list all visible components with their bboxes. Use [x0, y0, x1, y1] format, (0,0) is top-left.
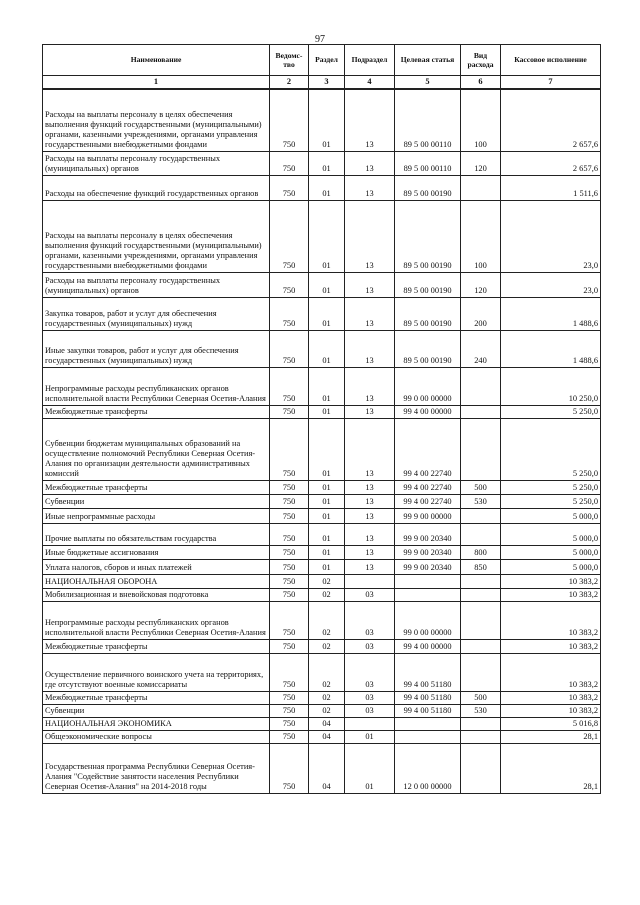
row-podrazdel: 13: [345, 330, 395, 367]
row-name: Межбюджетные трансферты: [43, 480, 270, 494]
row-name: Субвенции: [43, 494, 270, 508]
header-ved: Ведомс-тво: [270, 45, 309, 76]
page-number: 97: [315, 34, 325, 45]
row-article: 89 5 00 00190: [395, 330, 461, 367]
row-ved: 750: [270, 175, 309, 200]
row-podrazdel: 03: [345, 704, 395, 717]
row-amount: 5 250,0: [501, 494, 601, 508]
row-amount: 23,0: [501, 272, 601, 297]
header-article: Целевая статья: [395, 45, 461, 76]
row-amount: 10 250,0: [501, 367, 601, 405]
row-name: Иные бюджетные ассигнования: [43, 545, 270, 559]
table-row: [43, 653, 601, 691]
row-amount: 10 383,2: [501, 588, 601, 601]
row-amount: 5 016,8: [501, 717, 601, 730]
budget-table: [42, 44, 601, 794]
row-amount: 2 657,6: [501, 89, 601, 151]
row-name: Расходы на обеспечение функций государственных органов: [43, 175, 270, 200]
row-name: НАЦИОНАЛЬНАЯ ОБОРОНА: [43, 574, 270, 588]
table-row: [43, 559, 601, 574]
row-article: 99 4 00 51180: [395, 704, 461, 717]
row-vid: [461, 405, 501, 418]
row-vid: [461, 367, 501, 405]
row-ved: 750: [270, 704, 309, 717]
row-ved: 750: [270, 418, 309, 480]
row-article: 99 4 00 51180: [395, 653, 461, 691]
row-amount: 28,1: [501, 730, 601, 743]
row-name: Расходы на выплаты персоналу в целях обеспечения выполнения функций государственными (муниципальными) органами, казенными учреждениями, органами управления государственными внебюджетными фондами: [43, 200, 270, 272]
row-ved: 750: [270, 89, 309, 151]
row-article: 99 4 00 22740: [395, 418, 461, 480]
row-vid: 200: [461, 297, 501, 330]
row-vid: [461, 508, 501, 523]
table-row: [43, 743, 601, 793]
row-article: 99 4 00 00000: [395, 405, 461, 418]
row-vid: 120: [461, 272, 501, 297]
row-name: Межбюджетные трансферты: [43, 639, 270, 653]
row-vid: [461, 653, 501, 691]
row-razdel: 02: [309, 691, 345, 704]
row-article: 99 4 00 22740: [395, 494, 461, 508]
table-row: [43, 508, 601, 523]
table-row: [43, 200, 601, 272]
row-razdel: 01: [309, 508, 345, 523]
row-article: 99 9 00 20340: [395, 559, 461, 574]
row-ved: 750: [270, 523, 309, 545]
row-amount: 1 488,6: [501, 330, 601, 367]
row-name: Уплата налогов, сборов и иных платежей: [43, 559, 270, 574]
row-amount: 1 511,6: [501, 175, 601, 200]
table-row: [43, 480, 601, 494]
table-row: [43, 405, 601, 418]
row-ved: 750: [270, 545, 309, 559]
row-name: Общеэкономические вопросы: [43, 730, 270, 743]
row-article: 99 9 00 20340: [395, 545, 461, 559]
row-article: [395, 574, 461, 588]
table-row: [43, 89, 601, 151]
row-name: Межбюджетные трансферты: [43, 691, 270, 704]
row-ved: 750: [270, 653, 309, 691]
row-article: 89 5 00 00190: [395, 200, 461, 272]
row-name: Прочие выплаты по обязательствам государства: [43, 523, 270, 545]
table-row: [43, 523, 601, 545]
table-row: [43, 574, 601, 588]
row-podrazdel: 13: [345, 200, 395, 272]
row-article: 99 4 00 00000: [395, 639, 461, 653]
row-amount: 10 383,2: [501, 653, 601, 691]
row-amount: 5 250,0: [501, 418, 601, 480]
row-vid: [461, 730, 501, 743]
row-ved: 750: [270, 717, 309, 730]
row-name: Непрограммные расходы республиканских органов исполнительной власти Республики Северная Осетия-Алания: [43, 367, 270, 405]
row-razdel: 01: [309, 545, 345, 559]
row-name: Субвенции: [43, 704, 270, 717]
row-amount: 5 250,0: [501, 480, 601, 494]
row-amount: 5 250,0: [501, 405, 601, 418]
row-vid: [461, 601, 501, 639]
row-article: 89 5 00 00110: [395, 89, 461, 151]
row-ved: 750: [270, 691, 309, 704]
column-numbers-row: [43, 76, 601, 90]
table-row: [43, 730, 601, 743]
table-row: [43, 418, 601, 480]
row-razdel: 02: [309, 653, 345, 691]
row-ved: 750: [270, 297, 309, 330]
header-podrazdel: Подраздел: [345, 45, 395, 76]
row-razdel: 04: [309, 717, 345, 730]
row-ved: 750: [270, 508, 309, 523]
row-vid: 120: [461, 151, 501, 175]
table-row: [43, 151, 601, 175]
row-ved: 750: [270, 367, 309, 405]
row-podrazdel: 13: [345, 480, 395, 494]
row-name: Осуществление первичного воинского учета на территориях, где отсутствуют военные комиссариаты: [43, 653, 270, 691]
row-razdel: 02: [309, 639, 345, 653]
row-name: Непрограммные расходы республиканских органов исполнительной власти Республики Северная Осетия-Алания: [43, 601, 270, 639]
row-article: 99 0 00 00000: [395, 367, 461, 405]
table-row: [43, 601, 601, 639]
row-article: 99 4 00 22740: [395, 480, 461, 494]
row-razdel: 04: [309, 743, 345, 793]
row-razdel: 02: [309, 588, 345, 601]
row-razdel: 02: [309, 704, 345, 717]
row-razdel: 01: [309, 367, 345, 405]
row-article: 12 0 00 00000: [395, 743, 461, 793]
row-amount: 5 000,0: [501, 523, 601, 545]
row-vid: [461, 574, 501, 588]
row-vid: 800: [461, 545, 501, 559]
row-name: Иные непрограммные расходы: [43, 508, 270, 523]
colnum-4: 4: [345, 76, 395, 90]
row-vid: 500: [461, 480, 501, 494]
row-podrazdel: 13: [345, 367, 395, 405]
row-razdel: 01: [309, 405, 345, 418]
row-ved: 750: [270, 601, 309, 639]
table-row: [43, 494, 601, 508]
row-vid: [461, 175, 501, 200]
row-vid: [461, 743, 501, 793]
row-amount: 10 383,2: [501, 691, 601, 704]
row-razdel: 02: [309, 601, 345, 639]
row-article: 99 0 00 00000: [395, 601, 461, 639]
row-podrazdel: 13: [345, 494, 395, 508]
row-vid: [461, 418, 501, 480]
row-amount: 10 383,2: [501, 639, 601, 653]
row-podrazdel: 13: [345, 559, 395, 574]
row-name: Расходы на выплаты персоналу в целях обеспечения выполнения функций государственными (муниципальными) органами, казенными учреждениями, органами управления государственными внебюджетными фондами: [43, 89, 270, 151]
table-row: [43, 691, 601, 704]
row-ved: 750: [270, 494, 309, 508]
row-name: Расходы на выплаты персоналу государственных (муниципальных) органов: [43, 151, 270, 175]
table-row: [43, 588, 601, 601]
row-name: Субвенции бюджетам муниципальных образований на осуществление полномочий Республики Северная Осетия-Алания по организации деятельности административных комиссий: [43, 418, 270, 480]
row-article: 99 9 00 00000: [395, 508, 461, 523]
table-header-row: [43, 45, 601, 76]
row-podrazdel: 13: [345, 151, 395, 175]
table-row: [43, 717, 601, 730]
row-razdel: 01: [309, 175, 345, 200]
table-row: [43, 704, 601, 717]
row-razdel: 01: [309, 151, 345, 175]
header-razdel: Раздел: [309, 45, 345, 76]
row-razdel: 01: [309, 330, 345, 367]
row-ved: 750: [270, 559, 309, 574]
row-podrazdel: 13: [345, 297, 395, 330]
table-row: [43, 367, 601, 405]
row-article: 99 4 00 51180: [395, 691, 461, 704]
row-razdel: 04: [309, 730, 345, 743]
row-razdel: 01: [309, 494, 345, 508]
row-amount: 10 383,2: [501, 704, 601, 717]
row-article: 89 5 00 00190: [395, 272, 461, 297]
row-ved: 750: [270, 639, 309, 653]
row-podrazdel: 03: [345, 639, 395, 653]
row-razdel: 01: [309, 559, 345, 574]
table-row: [43, 175, 601, 200]
row-vid: 100: [461, 89, 501, 151]
row-amount: 5 000,0: [501, 559, 601, 574]
row-article: 89 5 00 00190: [395, 175, 461, 200]
colnum-1: 1: [43, 76, 270, 90]
table-row: [43, 272, 601, 297]
row-ved: 750: [270, 480, 309, 494]
row-podrazdel: 03: [345, 588, 395, 601]
row-amount: 28,1: [501, 743, 601, 793]
row-ved: 750: [270, 743, 309, 793]
row-vid: 500: [461, 691, 501, 704]
row-ved: 750: [270, 151, 309, 175]
table-row: [43, 297, 601, 330]
row-vid: 530: [461, 494, 501, 508]
header-vid: Вид расхода: [461, 45, 501, 76]
row-amount: 10 383,2: [501, 601, 601, 639]
row-podrazdel: 01: [345, 730, 395, 743]
row-podrazdel: 13: [345, 508, 395, 523]
row-article: [395, 588, 461, 601]
row-vid: 530: [461, 704, 501, 717]
row-name: Государственная программа Республики Северная Осетия-Алания "Содействие занятости населения Республики Северная Осетия-Алания" на 2014-2018 годы: [43, 743, 270, 793]
row-podrazdel: 01: [345, 743, 395, 793]
row-podrazdel: 13: [345, 545, 395, 559]
row-ved: 750: [270, 588, 309, 601]
row-podrazdel: 13: [345, 175, 395, 200]
row-podrazdel: [345, 717, 395, 730]
row-podrazdel: 13: [345, 418, 395, 480]
colnum-3: 3: [309, 76, 345, 90]
row-ved: 750: [270, 200, 309, 272]
row-article: 99 9 00 20340: [395, 523, 461, 545]
header-amount: Кассовое исполнение: [501, 45, 601, 76]
row-podrazdel: 13: [345, 89, 395, 151]
row-vid: 240: [461, 330, 501, 367]
row-name: Мобилизационная и вневойсковая подготовка: [43, 588, 270, 601]
colnum-6: 6: [461, 76, 501, 90]
row-podrazdel: 03: [345, 653, 395, 691]
row-ved: 750: [270, 574, 309, 588]
row-razdel: 01: [309, 297, 345, 330]
row-ved: 750: [270, 272, 309, 297]
table-row: [43, 639, 601, 653]
row-vid: [461, 717, 501, 730]
row-amount: 5 000,0: [501, 508, 601, 523]
row-amount: 2 657,6: [501, 151, 601, 175]
table-row: [43, 545, 601, 559]
row-ved: 750: [270, 330, 309, 367]
row-razdel: 01: [309, 418, 345, 480]
row-podrazdel: 03: [345, 691, 395, 704]
row-article: [395, 730, 461, 743]
row-article: 89 5 00 00190: [395, 297, 461, 330]
row-podrazdel: [345, 574, 395, 588]
row-razdel: 01: [309, 480, 345, 494]
row-razdel: 02: [309, 574, 345, 588]
colnum-7: 7: [501, 76, 601, 90]
row-article: [395, 717, 461, 730]
colnum-2: 2: [270, 76, 309, 90]
row-podrazdel: 03: [345, 601, 395, 639]
row-name: Расходы на выплаты персоналу государственных (муниципальных) органов: [43, 272, 270, 297]
row-amount: 5 000,0: [501, 545, 601, 559]
row-name: НАЦИОНАЛЬНАЯ ЭКОНОМИКА: [43, 717, 270, 730]
row-name: Закупка товаров, работ и услуг для обеспечения государственных (муниципальных) нужд: [43, 297, 270, 330]
row-amount: 1 488,6: [501, 297, 601, 330]
header-name: Наименование: [43, 45, 270, 76]
row-ved: 750: [270, 405, 309, 418]
row-name: Иные закупки товаров, работ и услуг для обеспечения государственных (муниципальных) нужд: [43, 330, 270, 367]
row-name: Межбюджетные трансферты: [43, 405, 270, 418]
row-vid: [461, 523, 501, 545]
row-article: 89 5 00 00110: [395, 151, 461, 175]
row-razdel: 01: [309, 89, 345, 151]
row-razdel: 01: [309, 523, 345, 545]
colnum-5: 5: [395, 76, 461, 90]
row-amount: 23,0: [501, 200, 601, 272]
row-ved: 750: [270, 730, 309, 743]
row-razdel: 01: [309, 200, 345, 272]
row-vid: [461, 588, 501, 601]
row-vid: 100: [461, 200, 501, 272]
row-vid: 850: [461, 559, 501, 574]
row-podrazdel: 13: [345, 272, 395, 297]
row-podrazdel: 13: [345, 523, 395, 545]
row-vid: [461, 639, 501, 653]
table-row: [43, 330, 601, 367]
row-razdel: 01: [309, 272, 345, 297]
row-amount: 10 383,2: [501, 574, 601, 588]
row-podrazdel: 13: [345, 405, 395, 418]
